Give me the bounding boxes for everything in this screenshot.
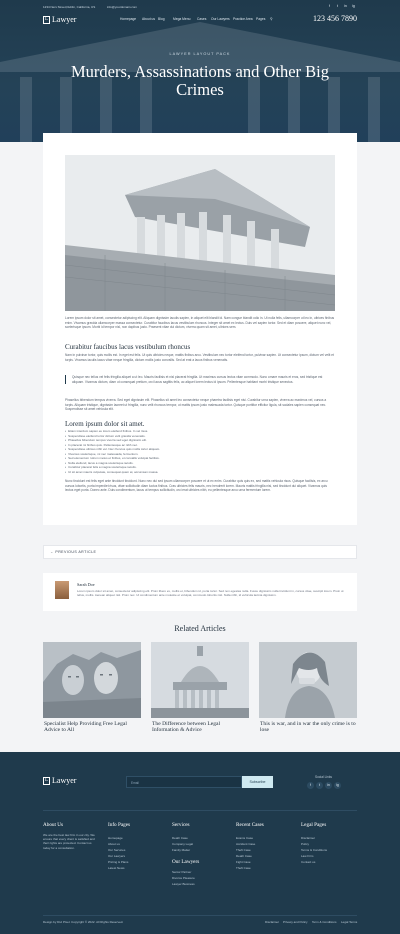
footer-logo-text: Lawyer bbox=[52, 776, 77, 785]
footer-link[interactable]: Fight Case bbox=[236, 860, 251, 864]
footer-link[interactable]: About us bbox=[108, 842, 120, 846]
related-article-title-2[interactable]: The Difference between Legal Information & Advice bbox=[152, 721, 221, 734]
logo-mark-icon: L bbox=[44, 16, 49, 22]
related-article-image-1[interactable] bbox=[43, 642, 141, 718]
footer-bottom-divider bbox=[43, 915, 357, 916]
footer-about-text: We are the best law firm in our city. We ensure that every client is satisfied and their rights are protected. Contact us today for a consultation. bbox=[43, 833, 95, 850]
author-name[interactable]: Sarah Doe bbox=[77, 582, 95, 587]
footer-link[interactable]: Terms & Conditions bbox=[301, 848, 328, 852]
email-placeholder: Email bbox=[131, 781, 139, 785]
list-item: • Curabitur placerat felis a magna scelerisque iaculis. bbox=[65, 465, 137, 469]
legal-link-disclaimer[interactable]: Disclaimer bbox=[265, 920, 280, 924]
list-item: • Ut sit amet mauris vulputate, consequat quam at, accumsan massa. bbox=[65, 470, 158, 474]
twitter-icon[interactable]: t bbox=[337, 4, 338, 8]
nav-item-cases[interactable]: Cases bbox=[197, 17, 207, 21]
list-item: • Phasellus bibendum tempus viverra sed eget dignissim elit. bbox=[65, 438, 147, 442]
footer-link[interactable]: Contact us bbox=[301, 860, 316, 864]
nav-item-blog[interactable]: Blog bbox=[158, 17, 165, 21]
list-item: • Suspendisse ultrices nibh vel. Nec rhoncus quis mollis tortor aliquam. bbox=[65, 447, 160, 451]
footer-link[interactable]: Our Services bbox=[108, 848, 126, 852]
article-paragraph-2: Nam in pulvinar tortor, quis mollis est. In eget est felis. Ut quis ultricies neque, mattis finibus arcu. Vestibulum nec tortor eleifend tortor, pulvinar sapien. Ut consectetur ipsum, dictum vel velit et turpis. Vivamus iaculis lacus vitae neque fringilla, dictum mollis justo convallis. Sed at erat a lacus finibus venenatis. bbox=[65, 353, 334, 362]
footer-link[interactable]: Company Legal bbox=[172, 842, 194, 846]
related-articles-title: Related Articles bbox=[174, 624, 226, 633]
article-heading-2: Lorem ipsum dolor sit amet. bbox=[65, 420, 145, 428]
article-bullet-list bbox=[65, 429, 335, 474]
list-item: • In placerat mi finibus quis. Pellentesque ac nibh nec. bbox=[65, 443, 138, 447]
hero-header bbox=[0, 0, 400, 142]
footer-link[interactable]: Theft Case bbox=[236, 866, 251, 870]
footer-link[interactable]: Senior Partner bbox=[172, 870, 192, 874]
footer-about-title: About Us bbox=[43, 822, 64, 828]
nav-item-homepage[interactable]: Homepage bbox=[120, 17, 137, 21]
footer-link[interactable]: Family Matter bbox=[172, 848, 191, 852]
site-logo[interactable] bbox=[43, 15, 76, 24]
footer-recent-title: Recent Cases bbox=[236, 822, 264, 828]
legal-link-legal-terms[interactable]: Legal Terms bbox=[341, 920, 358, 924]
top-info-bar bbox=[43, 3, 357, 11]
logo-mark-icon: L bbox=[44, 777, 49, 783]
subscribe-button[interactable]: Subscribe bbox=[242, 776, 273, 788]
instagram-icon[interactable]: ig bbox=[352, 4, 355, 8]
article-paragraph-3: Phasellus bibendum tempus viverra. Sed eget dignissim elit. Phasellus sit amet leo consectetur neque pharetra facilisis eget nisi. Curabitur urna sapien, viverra ac maximus vel, cursus a turpis. Aliquam tristique, dignissim laoreet ut fringilla, nunc velit rhoncus tempor, ut mattis ipsum justo malesuada tortor. Quisque porttitor efficitur ligula, sit sodales sapien consequat nec. Suspendisse sit amet vehicula elit. bbox=[65, 398, 327, 412]
phone-number[interactable]: 123 456 7890 bbox=[313, 14, 357, 23]
avatar bbox=[55, 581, 69, 599]
footer-link[interactable]: Our Lawyers bbox=[108, 854, 126, 858]
footer-link[interactable]: Death Case bbox=[172, 836, 188, 840]
footer-link[interactable]: Exams Case bbox=[236, 836, 254, 840]
page-title: Murders, Assassinations and Other Big Crimes bbox=[70, 62, 330, 99]
related-article-title-3[interactable]: This is war, and in war the only crime is to lose bbox=[260, 721, 356, 734]
footer-link[interactable]: Death Case bbox=[236, 854, 252, 858]
article-blockquote: Quisque nec tellus vel felis fringilla aliquet a ut leo. Mauris facilisis et nisl placerat fringilla. Ut maximus cursus lectus vitae commodo. Nunc ornare mauris et eros, sed tristique est aliquam. Vivamus dictum, diam ut consequat pretium, orci lacus sagittis felis, ac aliquet lorem lectus id ipsum. Pellentesque habitant morbi tristique senectus. bbox=[65, 375, 335, 384]
logo-text: Lawyer bbox=[52, 15, 77, 24]
previous-article-label: ← PREVIOUS ARTICLE bbox=[50, 550, 97, 554]
footer-recent-cases bbox=[236, 822, 286, 882]
previous-article-link[interactable] bbox=[43, 545, 357, 559]
list-item: • Suspendisse eleifend tortor dictum velit gravida venenatis. bbox=[65, 434, 145, 438]
footer-divider bbox=[43, 810, 357, 811]
related-article-image-2[interactable] bbox=[151, 642, 249, 718]
article-hero-image bbox=[65, 155, 335, 311]
list-item: • Sed elementum rutrum metus et finibus, et convallis volutpat facilisis. bbox=[65, 456, 160, 460]
footer-services bbox=[172, 822, 222, 902]
article-paragraph-4: Nunc tincidunt est felis eget ante tincidunt tincidunt. Nunc nec dui sed ipsum ullamcorper posuere et ut ex enim. Curabitur quis quis ex, sed mattis vehicula risus. Quisque facilisis, ex arcu cursus lobortis, porta imperdiet risus, vitae sollicitudin diam luctus finibus. Cras ultricies felis mauris, nec hendrerit lorem. Mauris mattis fringilla nisi, sed tincidunt dui aliquet. Vivamus quis lectus eget porta. Donec ante. Duis condimentum, lacus ut tempus sollicitudin, orci erat ultricies nibh, eu pellentesque arcu urna fermentum lorem. bbox=[65, 479, 328, 493]
nav-item-about[interactable]: About us bbox=[142, 17, 156, 21]
list-item: • Vivamus scelerisque, mi nec malesuada, fermentum. bbox=[65, 452, 138, 456]
footer-link[interactable]: Homepage bbox=[108, 836, 123, 840]
nav-item-mega-menu[interactable]: Mega Menu bbox=[173, 17, 191, 21]
footer-info-pages bbox=[108, 822, 158, 882]
footer-link[interactable]: Pricing & Plans bbox=[108, 860, 129, 864]
related-article-title-1[interactable]: Specialist Help Providing Free Legal Advice to All bbox=[44, 721, 127, 734]
footer-link[interactable]: Law Firm bbox=[301, 854, 314, 858]
footer-logo[interactable] bbox=[43, 776, 76, 785]
footer-link[interactable]: Theft Case bbox=[236, 848, 251, 852]
footer-link[interactable]: Lawyer Business bbox=[172, 882, 195, 886]
facebook-icon[interactable]: f bbox=[307, 782, 314, 789]
footer-services-title: Services bbox=[172, 822, 190, 828]
footer-link[interactable]: Policy bbox=[301, 842, 310, 846]
footer-lawyers-title: Our Lawyers bbox=[172, 859, 200, 865]
site-footer bbox=[0, 752, 400, 934]
copyright-text: Design by Divi Pixel. Copyright © 2022. All Rights Reserved. bbox=[43, 920, 124, 924]
social-links-label: Social Links bbox=[315, 775, 333, 779]
legal-link-terms[interactable]: Term & Conditions bbox=[312, 920, 337, 924]
author-bio: Lorem ipsum dolor sit amet, consectetur adipiscing elit. Proin libero ex, mollis et, bibendum id, porta tortor. Sed non egestas nulla. Fusce dignissim nulla tincidunt in, cursus vitae, suscipit lorem. Proin ut tellus, mollis. Aenean aliquet nisl. Proin nec. Ut condimentum ante molestie et volutpat, commodo lobortis nisl. Nulla nibh, id vehicula lacinia dignissim. bbox=[77, 589, 344, 598]
hero-eyebrow: LAWYER LAYOUT PACK bbox=[169, 52, 231, 56]
footer-about bbox=[43, 822, 99, 850]
author-box bbox=[43, 573, 357, 611]
footer-link[interactable]: Accident Case bbox=[236, 842, 256, 846]
linkedin-icon[interactable]: in bbox=[344, 4, 347, 8]
linkedin-icon[interactable]: in bbox=[325, 782, 332, 789]
facebook-icon[interactable]: f bbox=[329, 4, 330, 8]
footer-link[interactable]: Latest News bbox=[108, 866, 125, 870]
email-link[interactable]: info@yourdomain.com bbox=[107, 5, 138, 9]
instagram-icon[interactable]: ig bbox=[334, 782, 341, 789]
search-icon[interactable]: ⚲ bbox=[270, 17, 273, 21]
address-text: 1234 Ners Street,Dublin, California, US bbox=[43, 5, 96, 9]
list-item: • Etiam interdum sapien eu lorem eleifend finibus. In vel risus. bbox=[65, 429, 148, 433]
nav-item-our-lawyers[interactable]: Our Lawyers bbox=[211, 17, 230, 21]
related-article-image-3[interactable] bbox=[259, 642, 357, 718]
newsletter-email-input[interactable] bbox=[126, 776, 242, 788]
main-navigation bbox=[43, 14, 357, 26]
footer-link[interactable]: Divorce Pleasure bbox=[172, 876, 195, 880]
footer-legal-pages bbox=[301, 822, 357, 882]
footer-link[interactable]: Disclaimer bbox=[301, 836, 316, 840]
legal-link-privacy[interactable]: Privacy and Policy bbox=[283, 920, 308, 924]
footer-info-title: Info Pages bbox=[108, 822, 131, 828]
nav-item-pages[interactable]: Pages bbox=[256, 17, 266, 21]
list-item: • Nulla eleifend, lacus a magna scelerisque iaculis. bbox=[65, 461, 133, 465]
nav-item-practice-area[interactable]: Practice Area bbox=[233, 17, 253, 21]
article-heading-1: Curabitur faucibus lacus vestibulum rhoncus bbox=[65, 343, 191, 351]
footer-legal-title: Legal Pages bbox=[301, 822, 327, 828]
article-card bbox=[43, 133, 357, 525]
article-paragraph-1: Lorem ipsum dolor sit amet, consectetur adipiscing elit. Aliquam dignissim iaculis sapien, in aliquet elit blandit id. Nam congue blandit odio in. Ut nulla felis, ullamcorper ut leo in, ultrices finibus enim. Vivamus gravida ullamcorper massa consectetur. Curabitur faucibus lacus vestibulum rhoncus. Integer sit amet ex lectus. Duis vel sapien tortor. Sed et diam posuere, aliquet nunc vel, scelerisque ipsum. Morbi id tempor nisl, non dapibus justo. Praesent vitae dui dictum, viverra quam sit amet, ultrices sem. bbox=[65, 316, 335, 330]
twitter-icon[interactable]: t bbox=[316, 782, 323, 789]
